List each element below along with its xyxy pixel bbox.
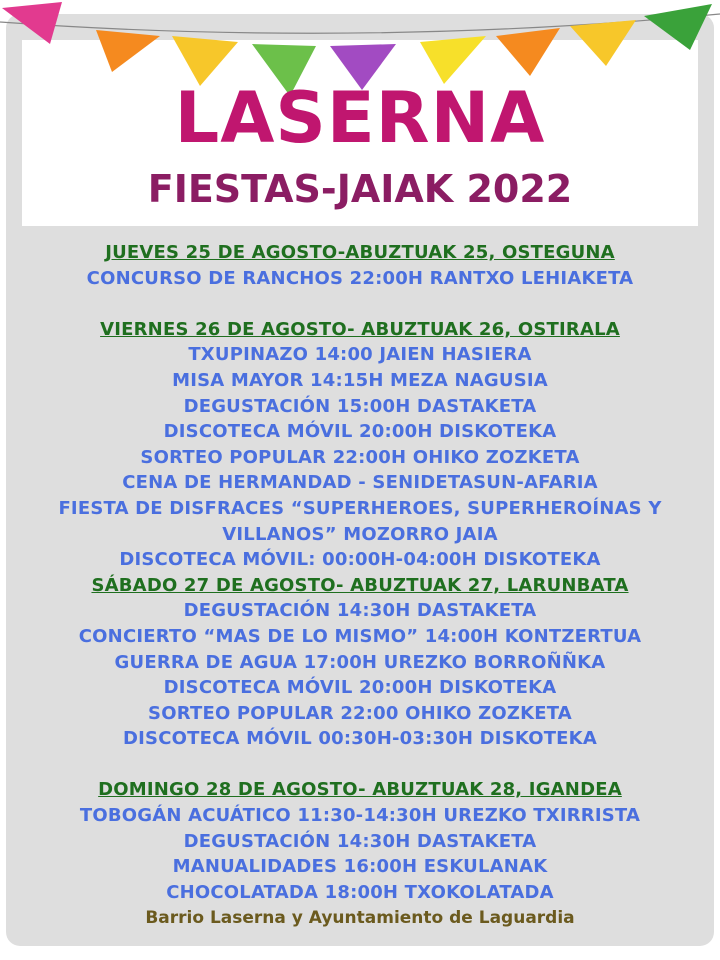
event-item: TOBOGÁN ACUÁTICO 11:30-14:30H UREZKO TXIRRISTA <box>79 805 641 827</box>
bunting-flag <box>570 20 636 66</box>
spacer <box>14 752 706 778</box>
program-list <box>14 240 706 905</box>
day-heading: DOMINGO 28 DE AGOSTO- ABUZTUAK 28, IGANDEA <box>98 779 622 801</box>
spacer <box>14 291 706 317</box>
event-item: SORTEO POPULAR 22:00H OHIKO ZOZKETA <box>140 446 580 468</box>
poster-title: LASERNA <box>174 77 546 159</box>
bunting-flag <box>644 4 712 50</box>
event-item: CENA DE HERMANDAD - SENIDETASUN-AFARIA <box>122 472 598 494</box>
event-item: FIESTA DE DISFRACES “SUPERHEROES, SUPERHEROÍNAS Y <box>58 497 662 519</box>
event-item: CONCURSO DE RANCHOS 22:00H RANTXO LEHIAKETA <box>86 267 634 289</box>
day-heading: VIERNES 26 DE AGOSTO- ABUZTUAK 26, OSTIRALA <box>100 318 620 340</box>
event-item: DEGUSTACIÓN 15:00H DASTAKETA <box>183 395 537 417</box>
poster-footer: Barrio Laserna y Ayuntamiento de Laguardia <box>145 908 575 928</box>
event-item: DISCOTECA MÓVIL 20:00H DISKOTEKA <box>163 677 557 699</box>
bunting-flag <box>496 28 560 76</box>
event-item: SORTEO POPULAR 22:00 OHIKO ZOZKETA <box>148 702 572 724</box>
event-item: VILLANOS” MOZORRO JAIA <box>222 523 498 545</box>
event-item: DEGUSTACIÓN 14:30H DASTAKETA <box>183 830 537 852</box>
event-item: DISCOTECA MÓVIL: 00:00H-04:00H DISKOTEKA <box>119 549 601 571</box>
event-item: TXUPINAZO 14:00 JAIEN HASIERA <box>188 344 532 366</box>
event-item: GUERRA DE AGUA 17:00H UREZKO BORROÑÑKA <box>114 651 606 673</box>
event-item: MANUALIDADES 16:00H ESKULANAK <box>172 856 548 878</box>
event-item: CONCIERTO “MAS DE LO MISMO” 14:00H KONTZERTUA <box>78 625 642 647</box>
event-item: DEGUSTACIÓN 14:30H DASTAKETA <box>183 600 537 622</box>
event-item: DISCOTECA MÓVIL 00:30H-03:30H DISKOTEKA <box>123 728 597 750</box>
bunting-flag <box>96 30 160 72</box>
poster-subtitle: FIESTAS-JAIAK 2022 <box>147 167 573 211</box>
event-item: DISCOTECA MÓVIL 20:00H DISKOTEKA <box>163 421 557 443</box>
event-item: MISA MAYOR 14:15H MEZA NAGUSIA <box>172 369 548 391</box>
day-heading: SÁBADO 27 DE AGOSTO- ABUZTUAK 27, LARUNBATA <box>91 574 629 596</box>
event-item: CHOCOLATADA 18:00H TXOKOLATADA <box>166 881 554 903</box>
day-heading: JUEVES 25 DE AGOSTO-ABUZTUAK 25, OSTEGUNA <box>105 242 615 263</box>
